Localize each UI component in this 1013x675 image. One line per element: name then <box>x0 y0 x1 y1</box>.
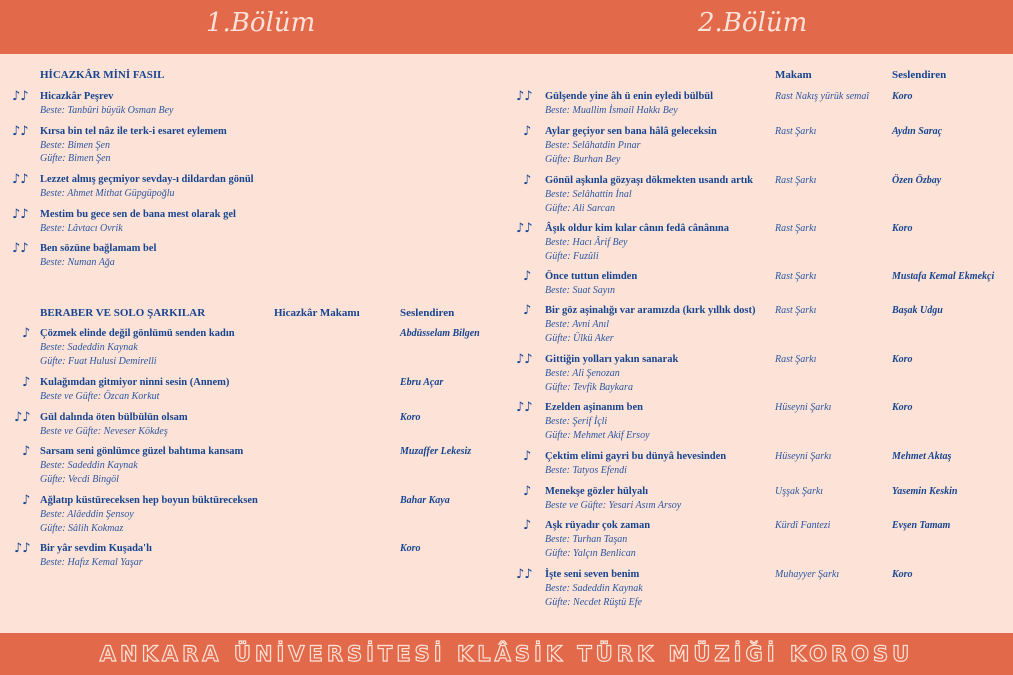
single-music-note-icon: ♪ <box>22 493 31 508</box>
performer: Ebru Açar <box>400 377 444 388</box>
double-music-note-icon: ♪♪ <box>516 352 533 367</box>
song-credit: Beste ve Güfte: Özcan Korkut <box>40 391 160 402</box>
performer: Koro <box>400 543 421 554</box>
double-music-note-icon: ♪♪ <box>14 541 31 556</box>
song-credit: Güfte: Bimen Şen <box>40 153 111 164</box>
makam: Hüseyni Şarkı <box>775 451 832 462</box>
song-title: Ağlatıp küstüreceksen hep boyun büktüreceksen <box>40 495 258 506</box>
song-title: Aşk rüyadır çok zaman <box>545 520 651 531</box>
song-credit: Güfte: Burhan Bey <box>545 154 621 165</box>
song-title: Lezzet almış geçmiyor sevday-ı dildardan gönül <box>40 174 254 185</box>
performer: Koro <box>892 223 913 234</box>
song-credit: Güfte: Sâlih Kokmaz <box>40 523 124 534</box>
double-music-note-icon: ♪♪ <box>516 221 533 236</box>
performer: Bahar Kaya <box>400 495 450 506</box>
solo-performer-heading: Seslendiren <box>400 307 455 319</box>
song-credit: Beste: Hacı Ârif Bey <box>545 237 628 248</box>
single-music-note-icon: ♪ <box>22 375 31 390</box>
makam: Kürdî Fantezi <box>775 520 831 531</box>
double-music-note-icon: ♪♪ <box>12 207 29 222</box>
song-title: Hicazkâr Peşrev <box>40 91 114 102</box>
solo-heading: BERABER VE SOLO ŞARKILAR <box>40 307 206 319</box>
song-credit: Beste: Selâhatdin Pınar <box>545 140 641 151</box>
performer: Evşen Tamam <box>892 520 951 531</box>
performer: Muzaffer Lekesiz <box>400 446 472 457</box>
song-credit: Beste: Ahmet Mithat Güpgüpoğlu <box>40 188 175 199</box>
performer: Koro <box>892 354 913 365</box>
song-title: Âşık oldur kim kılar cânın fedâ cânânına <box>545 223 729 234</box>
song-credit: Beste: Bimen Şen <box>40 140 110 151</box>
single-music-note-icon: ♪ <box>523 124 532 139</box>
song-credit: Beste: Ali Şenozan <box>545 368 620 379</box>
song-title: Mestim bu gece sen de bana mest olarak gel <box>40 209 236 220</box>
footer-banner <box>0 633 1013 675</box>
song-credit: Güfte: Ülkü Aker <box>545 333 614 344</box>
single-music-note-icon: ♪ <box>22 326 31 341</box>
song-title: Gittiğin yolları yakın sanarak <box>545 354 679 365</box>
song-title: İşte seni seven benim <box>545 569 640 580</box>
song-title: Sarsam seni gönlümce güzel bahtıma kansam <box>40 446 244 457</box>
song-credit: Beste: Suat Sayın <box>545 285 615 296</box>
performer: Abdüsselam Bilgen <box>400 328 480 339</box>
single-music-note-icon: ♪ <box>523 173 532 188</box>
song-title: Bir göz aşinalığı var aramızda (kırk yıllık dost) <box>545 305 756 316</box>
song-credit: Beste: Avni Anıl <box>545 319 610 330</box>
fasil-heading: HİCAZKÂR MİNİ FASIL <box>40 69 165 81</box>
single-music-note-icon: ♪ <box>523 303 532 318</box>
song-credit: Beste: Tatyos Efendi <box>545 465 627 476</box>
single-music-note-icon: ♪ <box>523 449 532 464</box>
performer: Özen Özbay <box>892 175 942 186</box>
song-credit: Güfte: Tevfik Baykara <box>545 382 633 393</box>
single-music-note-icon: ♪ <box>22 444 31 459</box>
song-credit: Güfte: Mehmet Akif Ersoy <box>545 430 650 441</box>
song-credit: Beste: Sadeddin Kaynak <box>40 460 138 471</box>
song-credit: Güfte: Ali Sarcan <box>545 203 615 214</box>
song-title: Önce tuttun elimden <box>545 271 638 282</box>
double-music-note-icon: ♪♪ <box>12 241 29 256</box>
section-title-part-2: 2.Bölüm <box>698 8 808 38</box>
song-title: Kulağımdan gitmiyor ninni sesin (Annem) <box>40 377 230 388</box>
makam: Rast Şarkı <box>775 126 817 137</box>
makam: Rast Şarkı <box>775 223 817 234</box>
double-music-note-icon: ♪♪ <box>516 89 533 104</box>
performer: Başak Udgu <box>892 305 943 316</box>
makam: Rast Nakış yürük semaî <box>775 91 870 102</box>
song-credit: Güfte: Vecdi Bingöl <box>40 474 119 485</box>
song-title: Gönül aşkınla gözyaşı dökmekten usandı artık <box>545 175 754 186</box>
song-title: Bir yâr sevdim Kuşada'lı <box>40 543 152 554</box>
song-credit: Beste: Turhan Taşan <box>545 534 628 545</box>
song-title: Çözmek elinde değil gönlümü senden kadın <box>40 328 235 339</box>
performer-heading: Seslendiren <box>892 69 947 81</box>
makam-heading: Makam <box>775 69 812 81</box>
song-title: Gül dalında öten bülbülün olsam <box>40 412 188 423</box>
double-music-note-icon: ♪♪ <box>12 124 29 139</box>
song-title: Gülşende yine âh ü enin eyledi bülbül <box>545 91 714 102</box>
footer-title: ANKARA ÜNİVERSİTESİ KLÂSİK TÜRK MÜZİĞİ KOROSU <box>99 642 914 666</box>
song-credit: Beste: Lâvtacı Ovrik <box>40 223 123 234</box>
section-title-part-1: 1.Bölüm <box>206 8 316 38</box>
makam: Muhayyer Şarkı <box>775 569 840 580</box>
song-credit: Güfte: Necdet Rüştü Efe <box>545 597 642 608</box>
song-credit: Beste: Numan Ağa <box>40 257 115 268</box>
double-music-note-icon: ♪♪ <box>12 89 29 104</box>
performer: Koro <box>400 412 421 423</box>
song-title: Ezelden aşinanım ben <box>545 402 644 413</box>
double-music-note-icon: ♪♪ <box>14 410 31 425</box>
performer: Mustafa Kemal Ekmekçi <box>892 271 995 282</box>
makam: Uşşak Şarkı <box>775 486 824 497</box>
performer: Aydın Saraç <box>892 126 943 137</box>
top-banner <box>0 0 1013 54</box>
song-credit: Güfte: Fuat Hulusi Demirelli <box>40 356 157 367</box>
song-title: Çektim elimi gayri bu dünyâ hevesinden <box>545 451 727 462</box>
song-credit: Beste: Hafız Kemal Yaşar <box>40 557 143 568</box>
song-title: Kırsa bin tel nâz ile terk-i esaret eylemem <box>40 126 227 137</box>
song-credit: Beste ve Güfte: Neveser Kökdeş <box>40 426 168 437</box>
solo-makam-heading: Hicazkâr Makamı <box>274 307 360 319</box>
song-credit: Beste: Tanbûri büyük Osman Bey <box>40 105 174 116</box>
makam: Rast Şarkı <box>775 354 817 365</box>
song-credit: Beste: Alâeddin Şensoy <box>40 509 134 520</box>
performer: Koro <box>892 91 913 102</box>
song-title: Aylar geçiyor sen bana hâlâ geleceksin <box>545 126 717 137</box>
makam: Rast Şarkı <box>775 271 817 282</box>
double-music-note-icon: ♪♪ <box>516 400 533 415</box>
performer: Mehmet Aktaş <box>892 451 952 462</box>
song-credit: Güfte: Fuzûli <box>545 251 599 262</box>
makam: Hüseyni Şarkı <box>775 402 832 413</box>
song-title: Ben sözüne bağlamam bel <box>40 243 157 254</box>
song-credit: Beste ve Güfte: Yesari Asım Arsoy <box>545 500 682 511</box>
double-music-note-icon: ♪♪ <box>516 567 533 582</box>
song-credit: Güfte: Yalçın Benlican <box>545 548 636 559</box>
single-music-note-icon: ♪ <box>523 269 532 284</box>
song-title: Menekşe gözler hülyalı <box>545 486 649 497</box>
performer: Koro <box>892 402 913 413</box>
song-credit: Beste: Sadeddin Kaynak <box>545 583 643 594</box>
song-credit: Beste: Sadeddin Kaynak <box>40 342 138 353</box>
makam: Rast Şarkı <box>775 175 817 186</box>
performer: Yasemin Keskin <box>892 486 958 497</box>
single-music-note-icon: ♪ <box>523 518 532 533</box>
single-music-note-icon: ♪ <box>523 484 532 499</box>
performer: Koro <box>892 569 913 580</box>
double-music-note-icon: ♪♪ <box>12 172 29 187</box>
song-credit: Beste: Şerif İçli <box>545 416 608 427</box>
makam: Rast Şarkı <box>775 305 817 316</box>
song-credit: Beste: Muallim İsmail Hakkı Bey <box>545 105 678 116</box>
song-credit: Beste: Selâhattin İnal <box>545 189 632 200</box>
